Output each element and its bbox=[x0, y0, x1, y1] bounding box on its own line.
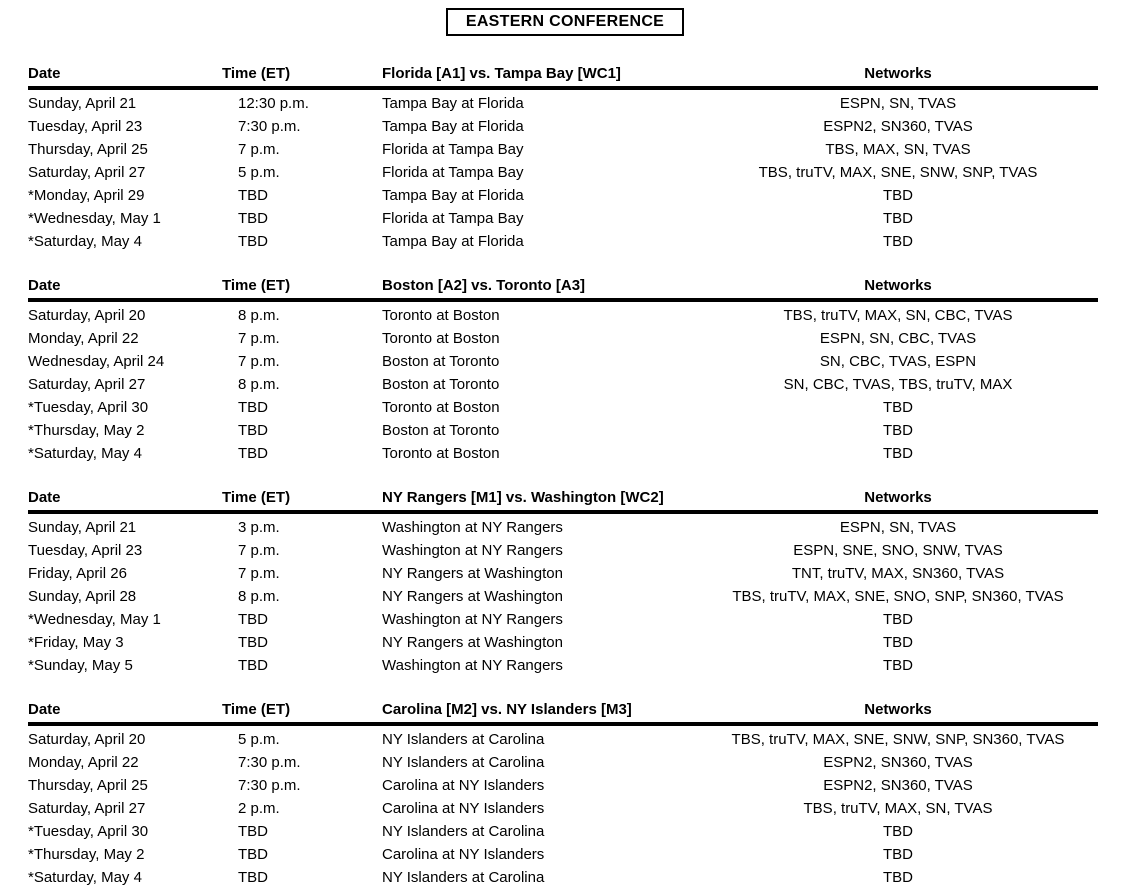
game-time: 3 p.m. bbox=[238, 519, 280, 536]
col-header-matchup: NY Rangers [M1] vs. Washington [WC2] bbox=[382, 489, 664, 506]
game-date: *Sunday, May 5 bbox=[28, 657, 133, 674]
game-networks: TBD bbox=[883, 445, 913, 462]
game-networks: TBS, truTV, MAX, SN, CBC, TVAS bbox=[783, 307, 1013, 324]
double-rule bbox=[28, 510, 1098, 514]
game-time: TBD bbox=[238, 846, 268, 863]
table-row bbox=[28, 350, 1098, 373]
game-networks: TBD bbox=[883, 846, 913, 863]
table-row bbox=[28, 751, 1098, 774]
game-matchup: Tampa Bay at Florida bbox=[382, 233, 524, 250]
game-date: *Saturday, May 4 bbox=[28, 233, 142, 250]
game-time: 7 p.m. bbox=[238, 565, 280, 582]
game-date: Wednesday, April 24 bbox=[28, 353, 165, 370]
series-table-rangers-washington bbox=[28, 486, 1098, 677]
game-time: TBD bbox=[238, 634, 268, 651]
table-body bbox=[28, 516, 1098, 677]
conference-title: EASTERN CONFERENCE bbox=[446, 8, 684, 36]
game-time: TBD bbox=[238, 210, 268, 227]
game-matchup: Washington at NY Rangers bbox=[382, 519, 563, 536]
table-row bbox=[28, 654, 1098, 677]
double-rule bbox=[28, 86, 1098, 90]
game-matchup: Washington at NY Rangers bbox=[382, 657, 563, 674]
game-time: TBD bbox=[238, 187, 268, 204]
game-time: 5 p.m. bbox=[238, 164, 280, 181]
table-row bbox=[28, 539, 1098, 562]
col-header-matchup: Boston [A2] vs. Toronto [A3] bbox=[382, 277, 586, 294]
table-row bbox=[28, 516, 1098, 539]
game-date: *Friday, May 3 bbox=[28, 634, 124, 651]
game-matchup: NY Islanders at Carolina bbox=[382, 823, 545, 840]
game-networks: TBD bbox=[883, 823, 913, 840]
double-rule bbox=[28, 722, 1098, 726]
game-matchup: NY Rangers at Washington bbox=[382, 588, 563, 605]
game-time: 12:30 p.m. bbox=[238, 95, 309, 112]
table-row bbox=[28, 92, 1098, 115]
table-row bbox=[28, 866, 1098, 889]
game-time: TBD bbox=[238, 422, 268, 439]
table-header-row bbox=[28, 698, 1098, 721]
game-matchup: NY Islanders at Carolina bbox=[382, 731, 545, 748]
col-header-date: Date bbox=[28, 489, 61, 506]
game-time: 7 p.m. bbox=[238, 542, 280, 559]
game-matchup: Carolina at NY Islanders bbox=[382, 800, 545, 817]
table-body bbox=[28, 728, 1098, 889]
game-networks: TBS, MAX, SN, TVAS bbox=[825, 141, 971, 158]
table-row bbox=[28, 230, 1098, 253]
game-matchup: Boston at Toronto bbox=[382, 376, 500, 393]
game-time: TBD bbox=[238, 445, 268, 462]
game-time: 7 p.m. bbox=[238, 353, 280, 370]
col-header-time: Time (ET) bbox=[222, 65, 291, 82]
table-row bbox=[28, 373, 1098, 396]
col-header-networks: Networks bbox=[864, 701, 932, 718]
game-date: *Thursday, May 2 bbox=[28, 422, 145, 439]
game-time: 8 p.m. bbox=[238, 376, 280, 393]
game-networks: SN, CBC, TVAS, TBS, truTV, MAX bbox=[783, 376, 1013, 393]
col-header-date: Date bbox=[28, 701, 61, 718]
game-time: TBD bbox=[238, 869, 268, 886]
game-date: Sunday, April 21 bbox=[28, 95, 137, 112]
game-networks: TBD bbox=[883, 657, 913, 674]
table-header-row bbox=[28, 62, 1098, 85]
game-date: Monday, April 22 bbox=[28, 754, 139, 771]
col-header-time: Time (ET) bbox=[222, 489, 291, 506]
game-networks: TNT, truTV, MAX, SN360, TVAS bbox=[791, 565, 1005, 582]
table-row bbox=[28, 115, 1098, 138]
table-row bbox=[28, 442, 1098, 465]
game-networks: TBD bbox=[883, 869, 913, 886]
game-time: 7:30 p.m. bbox=[238, 777, 301, 794]
game-networks: ESPN2, SN360, TVAS bbox=[823, 754, 973, 771]
game-date: Saturday, April 27 bbox=[28, 800, 146, 817]
game-date: Saturday, April 27 bbox=[28, 164, 146, 181]
game-matchup: NY Rangers at Washington bbox=[382, 634, 563, 651]
game-networks: TBD bbox=[883, 399, 913, 416]
table-header-row bbox=[28, 274, 1098, 297]
game-time: 8 p.m. bbox=[238, 307, 280, 324]
col-header-matchup: Carolina [M2] vs. NY Islanders [M3] bbox=[382, 701, 632, 718]
table-row bbox=[28, 562, 1098, 585]
col-header-date: Date bbox=[28, 65, 61, 82]
game-networks: TBS, truTV, MAX, SNE, SNO, SNP, SN360, TVAS bbox=[732, 588, 1064, 605]
table-row bbox=[28, 774, 1098, 797]
game-date: Thursday, April 25 bbox=[28, 141, 148, 158]
table-row bbox=[28, 797, 1098, 820]
table-row bbox=[28, 631, 1098, 654]
table-header-row bbox=[28, 486, 1098, 509]
game-networks: TBD bbox=[883, 611, 913, 628]
game-date: Thursday, April 25 bbox=[28, 777, 148, 794]
game-matchup: Florida at Tampa Bay bbox=[382, 210, 524, 227]
game-networks: ESPN2, SN360, TVAS bbox=[823, 118, 973, 135]
game-time: 2 p.m. bbox=[238, 800, 280, 817]
col-header-networks: Networks bbox=[864, 489, 932, 506]
game-date: *Saturday, May 4 bbox=[28, 445, 142, 462]
game-networks: TBD bbox=[883, 233, 913, 250]
game-networks: ESPN2, SN360, TVAS bbox=[823, 777, 973, 794]
table-row bbox=[28, 161, 1098, 184]
game-matchup: Florida at Tampa Bay bbox=[382, 141, 524, 158]
game-matchup: NY Islanders at Carolina bbox=[382, 869, 545, 886]
game-date: Monday, April 22 bbox=[28, 330, 139, 347]
game-matchup: Florida at Tampa Bay bbox=[382, 164, 524, 181]
double-rule bbox=[28, 298, 1098, 302]
game-matchup: NY Rangers at Washington bbox=[382, 565, 563, 582]
game-networks: TBS, truTV, MAX, SNE, SNW, SNP, TVAS bbox=[758, 164, 1038, 181]
table-body bbox=[28, 92, 1098, 253]
game-time: TBD bbox=[238, 399, 268, 416]
game-matchup: Carolina at NY Islanders bbox=[382, 777, 545, 794]
game-matchup: Washington at NY Rangers bbox=[382, 542, 563, 559]
col-header-networks: Networks bbox=[864, 277, 932, 294]
game-matchup: Toronto at Boston bbox=[382, 330, 500, 347]
table-body bbox=[28, 304, 1098, 465]
game-date: Sunday, April 21 bbox=[28, 519, 137, 536]
game-matchup: Toronto at Boston bbox=[382, 399, 500, 416]
game-time: TBD bbox=[238, 233, 268, 250]
game-matchup: Boston at Toronto bbox=[382, 422, 500, 439]
series-table-florida-tampabay bbox=[28, 62, 1098, 253]
series-table-carolina-islanders bbox=[28, 698, 1098, 889]
game-time: 7:30 p.m. bbox=[238, 754, 301, 771]
game-matchup: Tampa Bay at Florida bbox=[382, 187, 524, 204]
table-row bbox=[28, 304, 1098, 327]
col-header-time: Time (ET) bbox=[222, 701, 291, 718]
game-date: Tuesday, April 23 bbox=[28, 542, 143, 559]
game-time: TBD bbox=[238, 611, 268, 628]
col-header-time: Time (ET) bbox=[222, 277, 291, 294]
table-row bbox=[28, 820, 1098, 843]
game-date: *Monday, April 29 bbox=[28, 187, 145, 204]
table-row bbox=[28, 419, 1098, 442]
game-date: *Thursday, May 2 bbox=[28, 846, 145, 863]
table-row bbox=[28, 184, 1098, 207]
game-time: 8 p.m. bbox=[238, 588, 280, 605]
game-date: *Wednesday, May 1 bbox=[28, 611, 161, 628]
game-date: *Saturday, May 4 bbox=[28, 869, 142, 886]
game-matchup: NY Islanders at Carolina bbox=[382, 754, 545, 771]
game-matchup: Carolina at NY Islanders bbox=[382, 846, 545, 863]
game-networks: SN, CBC, TVAS, ESPN bbox=[819, 353, 977, 370]
game-date: Saturday, April 20 bbox=[28, 307, 146, 324]
game-matchup: Tampa Bay at Florida bbox=[382, 95, 524, 112]
table-row bbox=[28, 327, 1098, 350]
game-date: *Tuesday, April 30 bbox=[28, 823, 149, 840]
game-matchup: Tampa Bay at Florida bbox=[382, 118, 524, 135]
game-time: 7 p.m. bbox=[238, 141, 280, 158]
game-date: Sunday, April 28 bbox=[28, 588, 137, 605]
game-networks: ESPN, SN, TVAS bbox=[839, 95, 957, 112]
game-networks: TBS, truTV, MAX, SNE, SNW, SNP, SN360, TVAS bbox=[731, 731, 1065, 748]
game-networks: ESPN, SNE, SNO, SNW, TVAS bbox=[793, 542, 1003, 559]
game-networks: TBD bbox=[883, 634, 913, 651]
game-networks: TBS, truTV, MAX, SN, TVAS bbox=[803, 800, 993, 817]
table-row bbox=[28, 585, 1098, 608]
col-header-matchup: Florida [A1] vs. Tampa Bay [WC1] bbox=[382, 65, 621, 82]
game-matchup: Washington at NY Rangers bbox=[382, 611, 563, 628]
table-row bbox=[28, 843, 1098, 866]
table-row bbox=[28, 207, 1098, 230]
game-date: Friday, April 26 bbox=[28, 565, 127, 582]
game-networks: TBD bbox=[883, 210, 913, 227]
game-date: Saturday, April 27 bbox=[28, 376, 146, 393]
table-row bbox=[28, 608, 1098, 631]
game-time: 7 p.m. bbox=[238, 330, 280, 347]
game-matchup: Boston at Toronto bbox=[382, 353, 500, 370]
game-date: Tuesday, April 23 bbox=[28, 118, 143, 135]
table-row bbox=[28, 396, 1098, 419]
game-networks: ESPN, SN, CBC, TVAS bbox=[819, 330, 977, 347]
col-header-networks: Networks bbox=[864, 65, 932, 82]
table-row bbox=[28, 728, 1098, 751]
conference-title-wrap bbox=[0, 8, 1130, 36]
game-matchup: Toronto at Boston bbox=[382, 307, 500, 324]
game-matchup: Toronto at Boston bbox=[382, 445, 500, 462]
game-time: TBD bbox=[238, 823, 268, 840]
game-time: TBD bbox=[238, 657, 268, 674]
game-date: *Wednesday, May 1 bbox=[28, 210, 161, 227]
col-header-date: Date bbox=[28, 277, 61, 294]
game-time: 7:30 p.m. bbox=[238, 118, 301, 135]
game-time: 5 p.m. bbox=[238, 731, 280, 748]
game-networks: ESPN, SN, TVAS bbox=[839, 519, 957, 536]
game-networks: TBD bbox=[883, 187, 913, 204]
series-table-boston-toronto bbox=[28, 274, 1098, 465]
game-date: *Tuesday, April 30 bbox=[28, 399, 149, 416]
game-date: Saturday, April 20 bbox=[28, 731, 146, 748]
game-networks: TBD bbox=[883, 422, 913, 439]
table-row bbox=[28, 138, 1098, 161]
